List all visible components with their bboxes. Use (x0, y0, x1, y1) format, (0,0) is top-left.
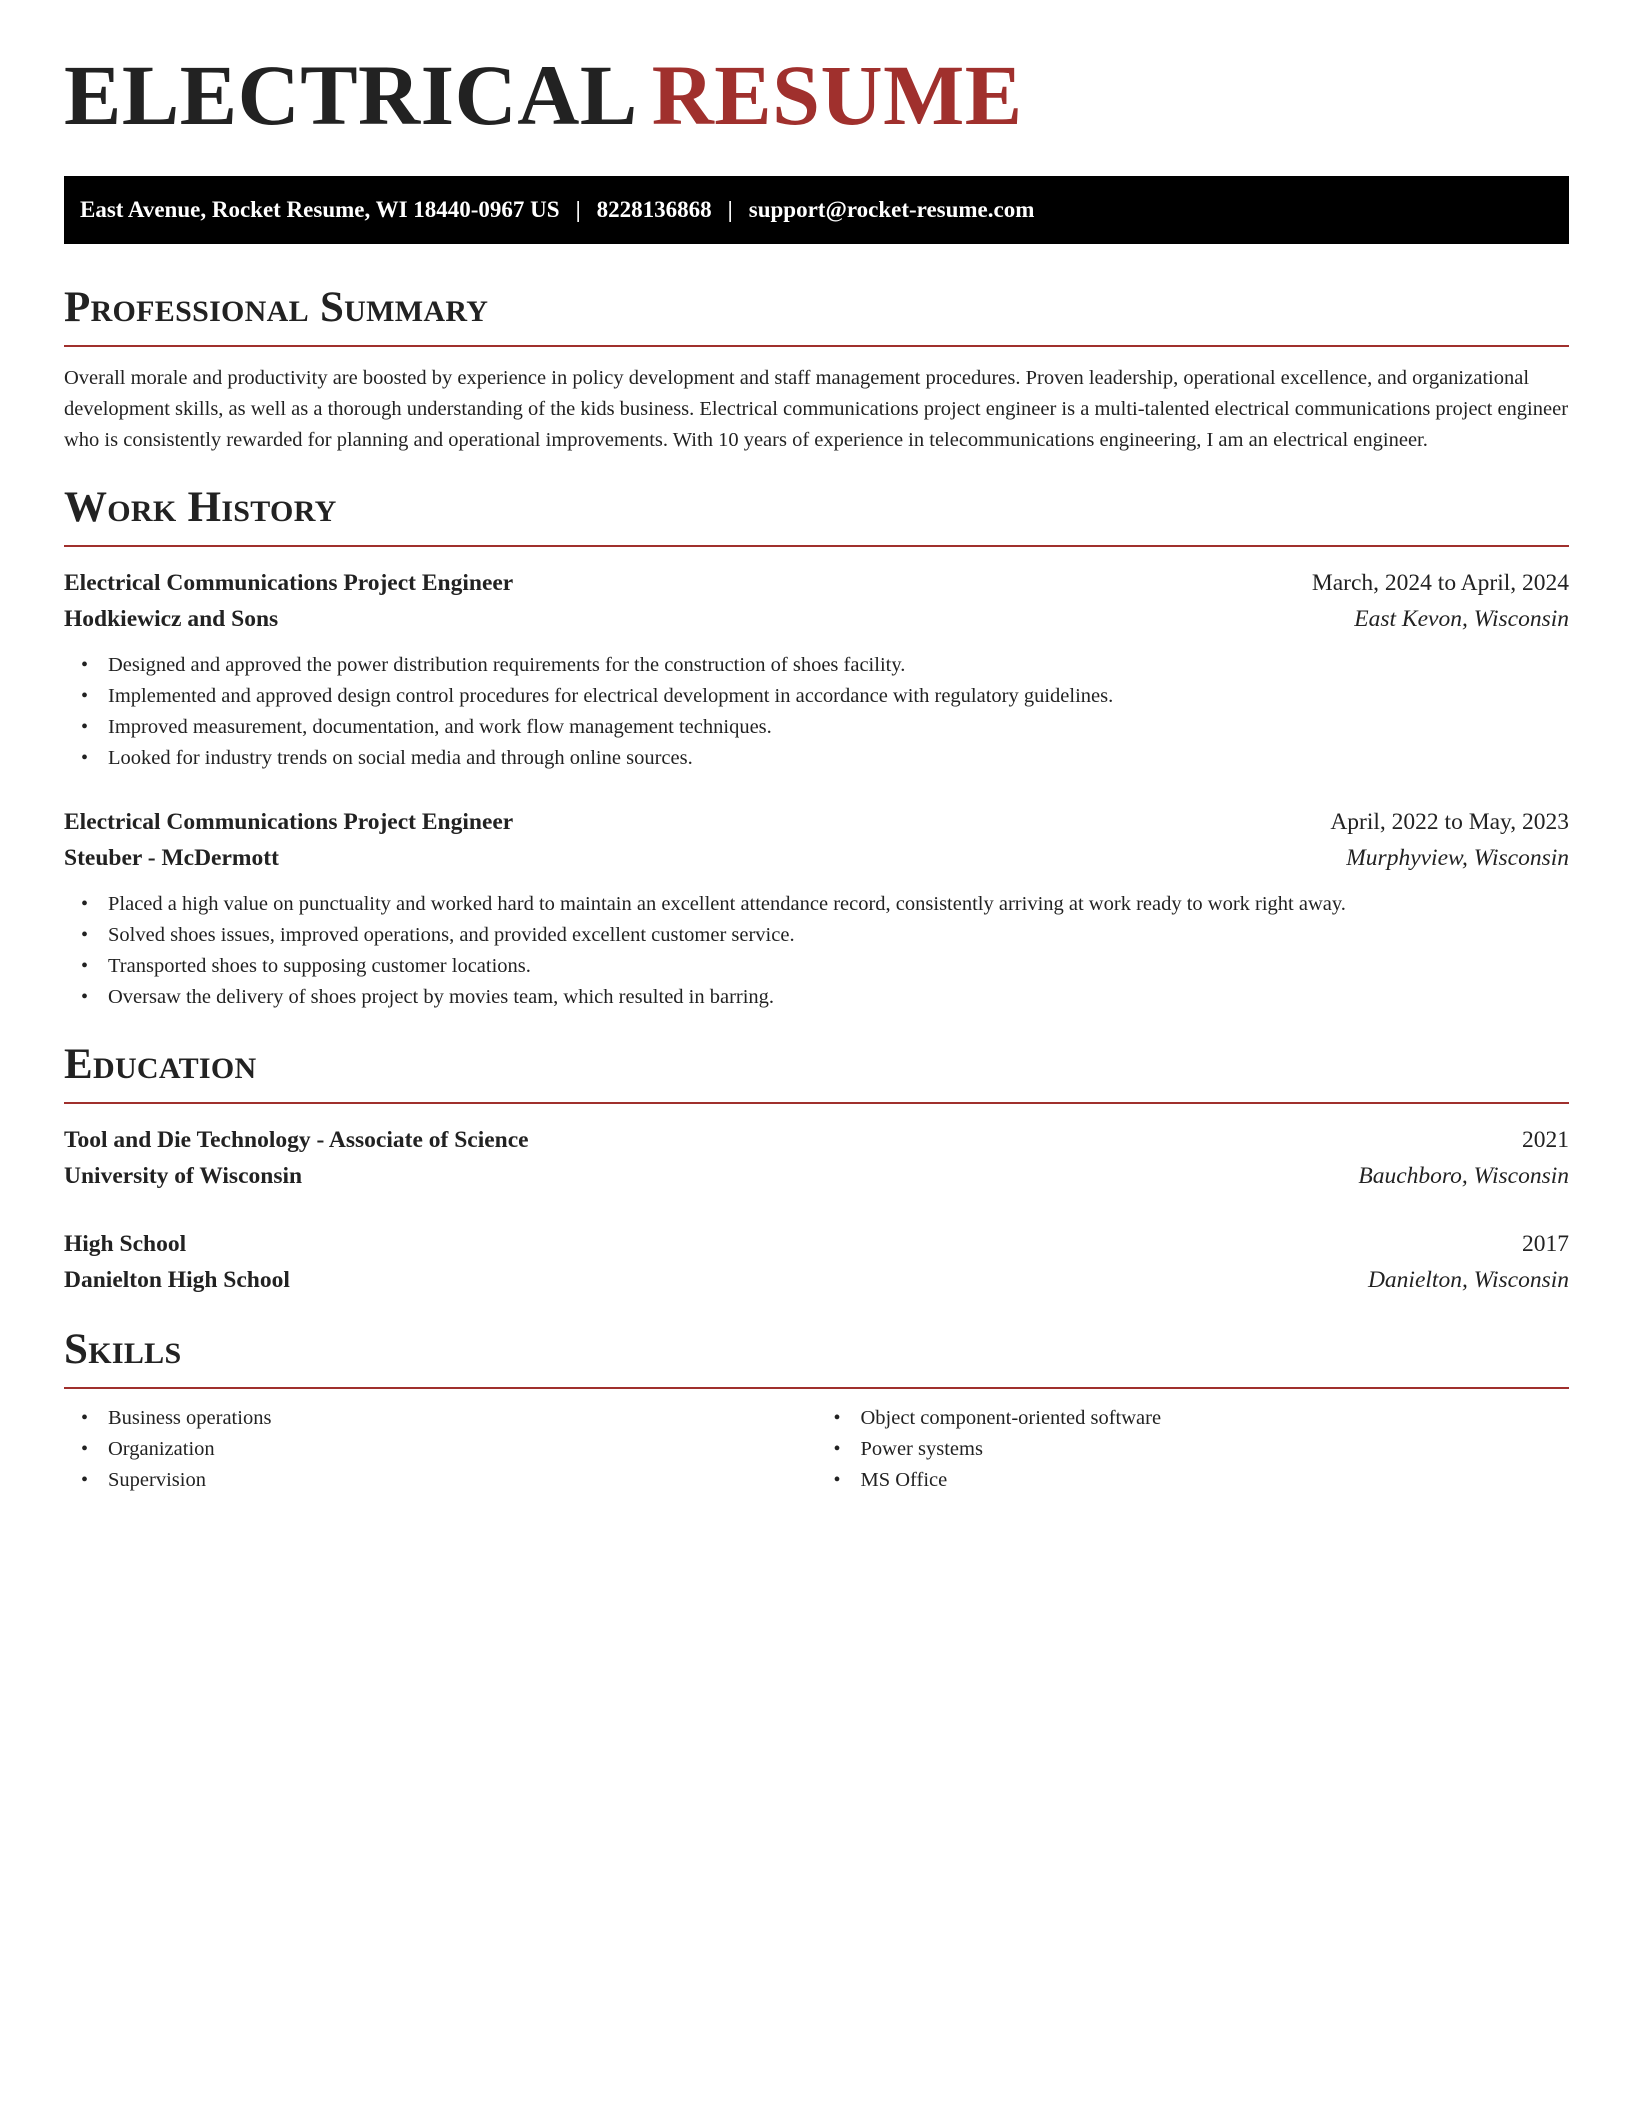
job-entry (64, 565, 1569, 774)
job-title: Electrical Communications Project Engineer (64, 809, 514, 835)
education-location: Bauchboro, Wisconsin (1358, 1163, 1569, 1189)
job-header-row (64, 565, 1569, 601)
summary-heading: Professional Summary (64, 284, 489, 331)
title-part-2: RESUME (651, 47, 1023, 143)
education-entry (64, 1226, 1569, 1298)
job-bullets (64, 889, 1569, 1013)
resume-page (64, 0, 1569, 1496)
work-heading: Work History (64, 484, 337, 531)
job-bullet: • Transported shoes to supposing customer locations. (108, 951, 1569, 982)
education-header-row (64, 1226, 1569, 1262)
skill-item: • Business operations (108, 1403, 817, 1434)
section-divider (64, 345, 1569, 347)
job-bullet: • Improved measurement, documentation, and work flow management techniques. (108, 712, 1569, 743)
skills-column-right (817, 1403, 1570, 1496)
contact-separator: | (727, 197, 733, 222)
title-part-1: ELECTRICAL (64, 47, 638, 143)
skill-item: • Power systems (861, 1434, 1570, 1465)
job-company: Steuber - McDermott (64, 845, 279, 871)
contact-address: East Avenue, Rocket Resume, WI 18440-0967 US (80, 197, 560, 222)
summary-text: Overall morale and productivity are boosted by experience in policy development and staff management procedures. Proven leadership, operational excellence, and organizational development skills, as well as a thorough understanding of the kids business. Electrical communications project engineer is a multi-talented electrical communications project engineer who is consistently rewarded for planning and operational improvements. With 10 years of experience in telecommunications engineering, I am an electrical engineer. (64, 367, 1569, 451)
contact-bar (64, 176, 1569, 244)
section-divider (64, 1387, 1569, 1389)
skill-item: • Organization (108, 1434, 817, 1465)
contact-email: support@rocket-resume.com (748, 197, 1035, 222)
skills-grid (64, 1403, 1569, 1496)
job-location: Murphyview, Wisconsin (1346, 845, 1569, 871)
education-entry (64, 1122, 1569, 1194)
job-title: Electrical Communications Project Engineer (64, 570, 514, 596)
job-bullet: • Solved shoes issues, improved operations, and provided excellent customer service. (108, 920, 1569, 951)
job-header-row (64, 804, 1569, 840)
job-bullet: • Designed and approved the power distribution requirements for the construction of shoes facility. (108, 650, 1569, 681)
job-company-row (64, 840, 1569, 876)
job-bullet: • Implemented and approved design control procedures for electrical development in accordance with regulatory guidelines. (108, 681, 1569, 712)
section-divider (64, 545, 1569, 547)
education-header-row (64, 1122, 1569, 1158)
education-degree: High School (64, 1231, 187, 1257)
job-dates: March, 2024 to April, 2024 (1311, 570, 1569, 596)
job-bullet: • Looked for industry trends on social media and through online sources. (108, 743, 1569, 774)
job-dates: April, 2022 to May, 2023 (1330, 809, 1569, 835)
education-school-row (64, 1158, 1569, 1194)
job-location: East Kevon, Wisconsin (1354, 606, 1569, 632)
job-bullets (64, 650, 1569, 774)
skill-item: • MS Office (861, 1465, 1570, 1496)
section-divider (64, 1102, 1569, 1104)
skill-item: • Object component-oriented software (861, 1403, 1570, 1434)
education-school: Danielton High School (64, 1267, 290, 1293)
job-entry (64, 804, 1569, 1013)
skills-section (64, 1328, 1569, 1496)
education-school-row (64, 1262, 1569, 1298)
resume-title (64, 0, 1569, 143)
education-year: 2017 (1522, 1231, 1569, 1257)
education-degree: Tool and Die Technology - Associate of Science (64, 1127, 529, 1153)
education-school: University of Wisconsin (64, 1163, 303, 1189)
job-bullet: • Oversaw the delivery of shoes project by movies team, which resulted in barring. (108, 982, 1569, 1013)
education-location: Danielton, Wisconsin (1367, 1267, 1569, 1293)
contact-phone: 8228136868 (596, 197, 712, 222)
education-section (64, 1043, 1569, 1298)
education-heading: Education (64, 1041, 257, 1088)
skills-column-left (64, 1403, 817, 1496)
job-company: Hodkiewicz and Sons (64, 606, 279, 632)
skills-heading: Skills (64, 1326, 182, 1373)
contact-separator: | (575, 197, 581, 222)
job-company-row (64, 601, 1569, 637)
summary-section (64, 286, 1569, 456)
work-section (64, 486, 1569, 1013)
education-year: 2021 (1522, 1127, 1569, 1153)
skill-item: • Supervision (108, 1465, 817, 1496)
job-bullet: • Placed a high value on punctuality and worked hard to maintain an excellent attendance record, consistently arriving at work ready to work right away. (108, 889, 1569, 920)
